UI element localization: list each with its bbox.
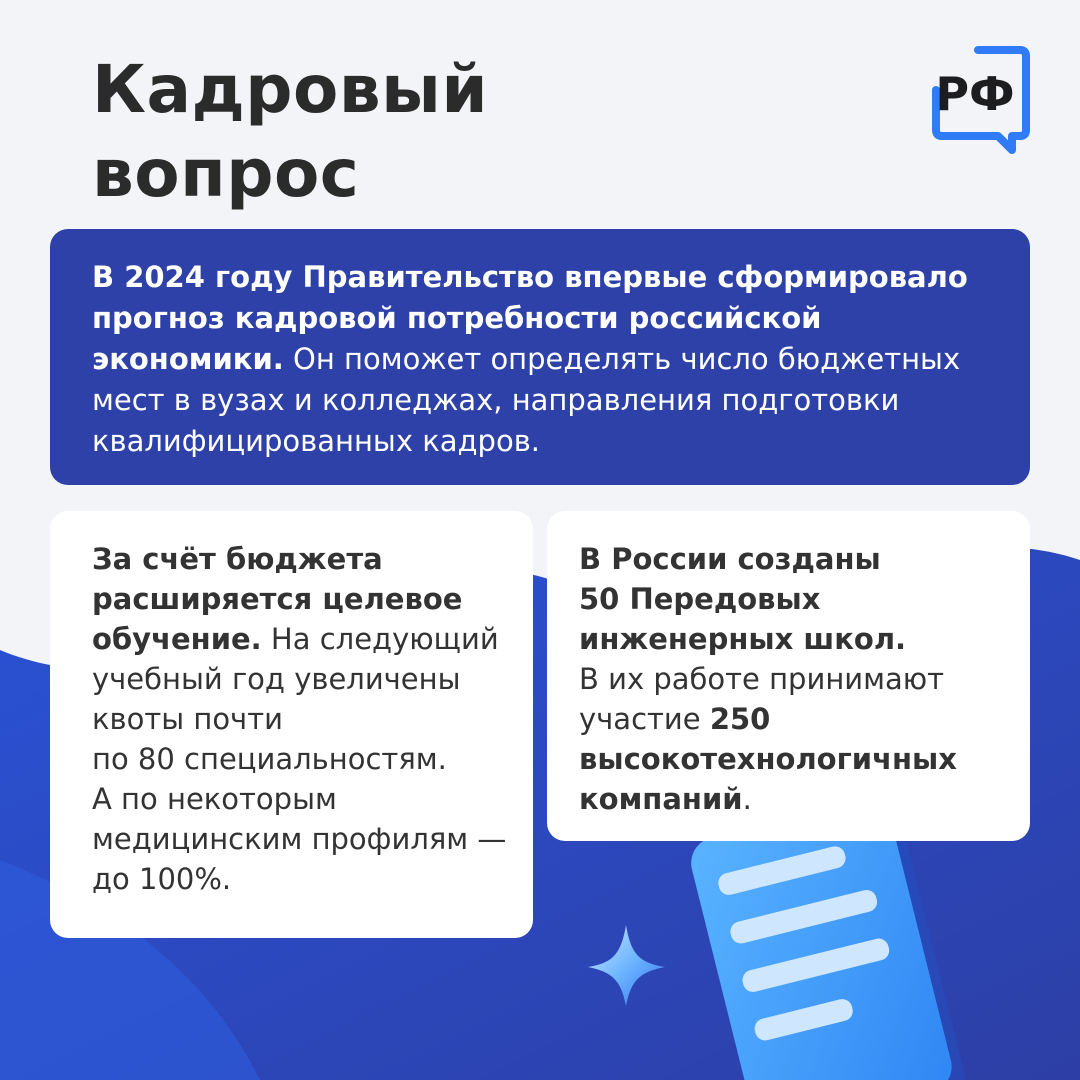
intro-bold: В 2024 году Правительство впервые сформировало прогноз кадровой потребности российской экономики.: [92, 260, 968, 376]
logo-text: РФ: [935, 67, 1015, 121]
intro-card: [50, 229, 1030, 485]
card-left-text-3: А по некоторым медицинским профилям — до 100%.: [92, 782, 507, 896]
card-left-text: [92, 539, 513, 739]
card-left-text-1: На следующий учебный год увеличены квоты почти: [92, 622, 499, 736]
intro-text: [92, 257, 990, 462]
card-left-bold: За счёт бюджета расширяется целевое обучение.: [92, 542, 463, 656]
intro-regular: Он поможет определять число бюджетных мест в вузах и колледжах, направления подготовки квалифицированных кадров.: [92, 342, 961, 458]
title-line-1: Кадровый: [92, 51, 489, 128]
card-left-text-2: по 80 специальностям.: [92, 742, 447, 776]
card-right-bold-2: 50 Передовых инженерных школ.: [579, 582, 907, 656]
card-right-text: [579, 659, 1010, 819]
card-right-text-2: .: [742, 782, 752, 816]
card-right-bold-1: В России созданы: [579, 542, 881, 576]
rf-logo: [928, 46, 1038, 154]
title-line-2: вопрос: [92, 135, 360, 212]
page-title: [92, 48, 488, 216]
engineering-schools-card: [547, 511, 1030, 841]
targeted-education-card: [50, 511, 533, 938]
card-right-text-1: В их работе принимают участие: [579, 662, 945, 736]
card-right-bold-3: 250 высокотехнологичных компаний: [579, 702, 957, 816]
